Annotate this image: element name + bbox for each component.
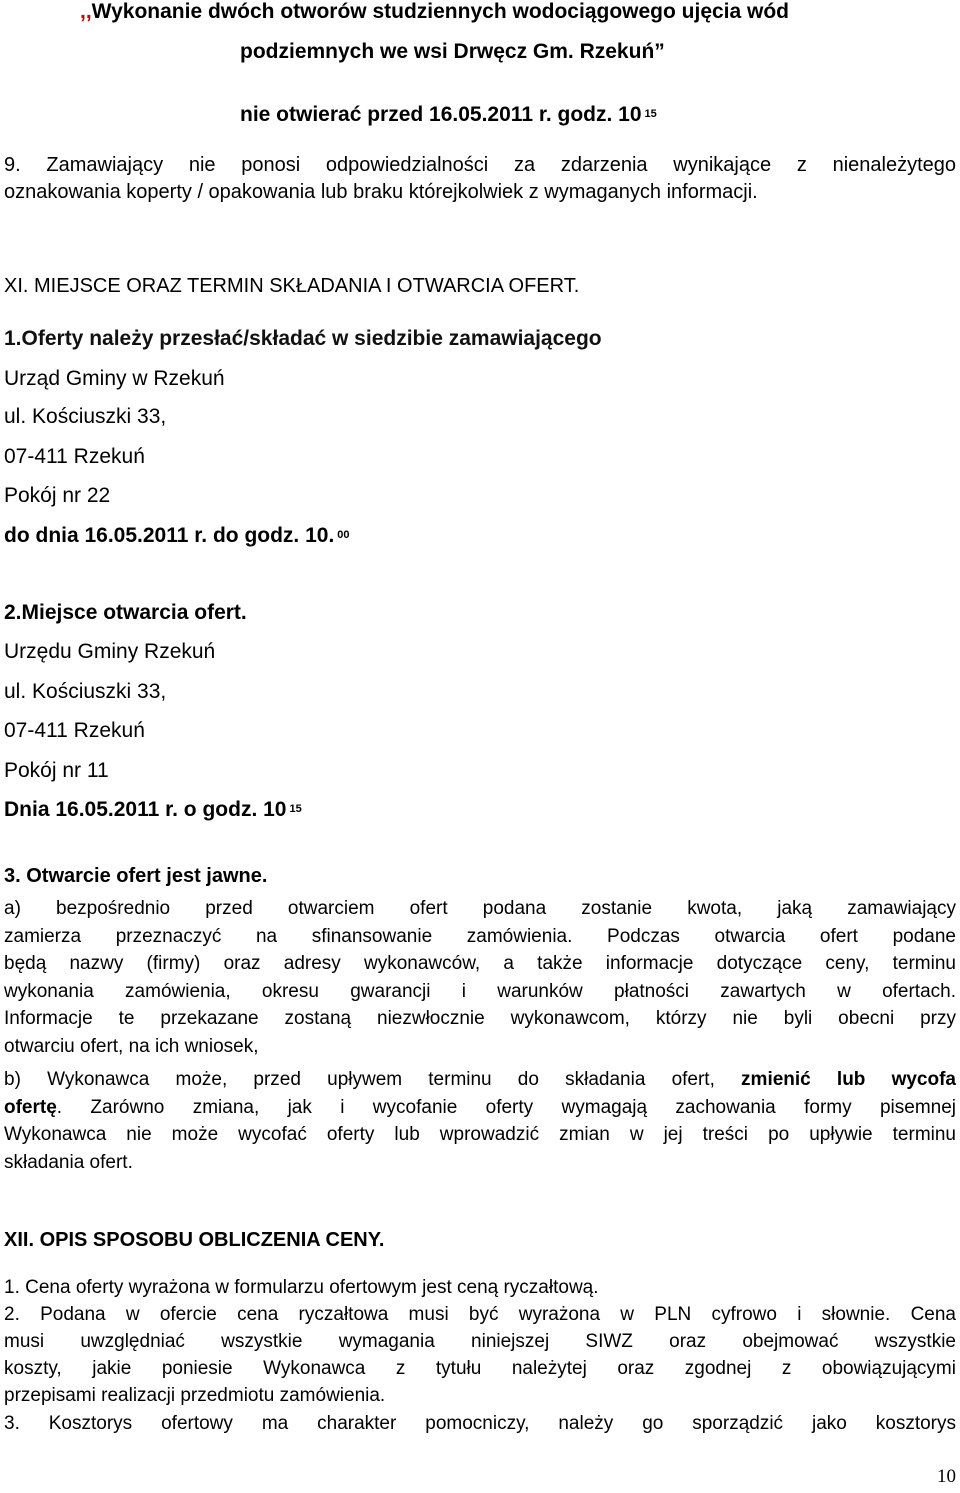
document-title-line2 bbox=[240, 40, 665, 64]
sub1-deadline bbox=[4, 524, 350, 548]
document-title-line1 bbox=[80, 0, 789, 24]
sub3-b-line1-bold: zmienić lub wycofa bbox=[741, 1069, 956, 1090]
open-notice bbox=[240, 103, 657, 127]
sub2-address-line: Pokój nr 11 bbox=[4, 759, 109, 782]
sub2-address-line: 07-411 Rzekuń bbox=[4, 719, 145, 742]
sub3-heading: 3. Otwarcie ofert jest jawne. bbox=[4, 865, 268, 887]
sub3-a-line: Informacje te przekazane zostaną niezwłocznie wykonawcom, którzy nie byli obecni przy bbox=[4, 1008, 956, 1029]
sub3-a-line: zamierza przeznaczyć na sfinansowanie zamówienia. Podczas otwarcia ofert podane bbox=[4, 926, 956, 947]
sub2-address-line: ul. Kościuszki 33, bbox=[4, 680, 167, 703]
section11-heading: XI. MIEJSCE ORAZ TERMIN SKŁADANIA I OTWARCIA OFERT. bbox=[4, 275, 580, 297]
sub3-b-line: Wykonawca nie może wycofać oferty lub wprowadzić zmian w jej treści po upływie terminu bbox=[4, 1124, 956, 1145]
section12-line: 2. Podana w ofercie cena ryczałtowa musi być wyrażona w PLN cyfrowo i słownie. Cena bbox=[4, 1304, 956, 1325]
sub3-b-line2 bbox=[4, 1097, 956, 1119]
section12-line: przepisami realizacji przedmiotu zamówienia. bbox=[4, 1385, 386, 1406]
sub1-address-line: Pokój nr 22 bbox=[4, 484, 111, 507]
sub3-a-line: otwarciu ofert, na ich wniosek, bbox=[4, 1036, 259, 1057]
sub2-date-text: Dnia 16.05.2011 r. o godz. 10 bbox=[4, 798, 287, 821]
sub3-b-line: składania ofert. bbox=[4, 1152, 133, 1173]
point9-line2: oznakowania koperty / opakowania lub braku którejkolwiek z wymaganych informacji. bbox=[4, 181, 758, 203]
sub1-heading: 1.Oferty należy przesłać/składać w siedzibie zamawiającego bbox=[4, 327, 602, 350]
section12-line: musi uwzględniać wszystkie wymagania niniejszej SIWZ oraz obejmować wszystkie bbox=[4, 1331, 956, 1352]
sub2-date-sup: 15 bbox=[289, 803, 302, 815]
sub3-a-line: a) bezpośrednio przed otwarciem ofert podana zostanie kwota, jaką zamawiający bbox=[4, 898, 956, 919]
sub1-address-line: 07-411 Rzekuń bbox=[4, 445, 145, 468]
sub3-b-line1 bbox=[4, 1069, 956, 1091]
sub3-b-line2-plain: . Zarówno zmiana, jak i wycofanie oferty wymagają zachowania formy pisemnej bbox=[56, 1097, 956, 1118]
open-notice-sup: 15 bbox=[644, 108, 657, 120]
sub2-date bbox=[4, 798, 302, 822]
page-number: 10 bbox=[937, 1466, 956, 1487]
title-text-line2: podziemnych we wsi Drwęcz Gm. Rzekuń bbox=[240, 40, 655, 63]
sub3-a-line: wykonania zamówienia, okresu gwarancji i warunków płatności zawartych w ofertach. bbox=[4, 981, 956, 1002]
section12-line: koszty, jakie poniesie Wykonawca z tytułu należytej oraz zgodnej z obowiązującymi bbox=[4, 1358, 956, 1379]
sub3-b-line1-plain: b) Wykonawca może, przed upływem terminu do składania ofert, bbox=[4, 1069, 742, 1090]
point9-line1: 9. Zamawiający nie ponosi odpowiedzialności za zdarzenia wynikające z nienależytego bbox=[4, 154, 956, 176]
title-close-quote: ” bbox=[654, 40, 665, 63]
sub3-a-line: będą nazwy (firmy) oraz adresy wykonawców, a także informacje dotyczące ceny, terminu bbox=[4, 953, 956, 974]
sub3-b-line2-bold: ofertę bbox=[4, 1097, 57, 1118]
section12-line: 1. Cena oferty wyrażona w formularzu ofertowym jest ceną ryczałtową. bbox=[4, 1277, 599, 1298]
sub2-heading: 2.Miejsce otwarcia ofert. bbox=[4, 601, 247, 624]
title-text-line1: Wykonanie dwóch otworów studziennych wodociągowego ujęcia wód bbox=[91, 0, 790, 23]
title-open-quote: ,, bbox=[80, 0, 92, 23]
sub1-deadline-sup: 00 bbox=[337, 529, 350, 541]
sub2-address-line: Urzędu Gminy Rzekuń bbox=[4, 640, 216, 663]
sub1-address-line: Urząd Gminy w Rzekuń bbox=[4, 367, 225, 390]
section12-line: 3. Kosztorys ofertowy ma charakter pomocniczy, należy go sporządzić jako kosztorys bbox=[4, 1413, 956, 1434]
section12-heading: XII. OPIS SPOSOBU OBLICZENIA CENY. bbox=[4, 1229, 385, 1251]
sub1-deadline-text: do dnia 16.05.2011 r. do godz. 10. bbox=[4, 524, 335, 547]
sub1-address-line: ul. Kościuszki 33, bbox=[4, 405, 167, 428]
open-notice-text: nie otwierać przed 16.05.2011 r. godz. 10 bbox=[240, 103, 642, 126]
